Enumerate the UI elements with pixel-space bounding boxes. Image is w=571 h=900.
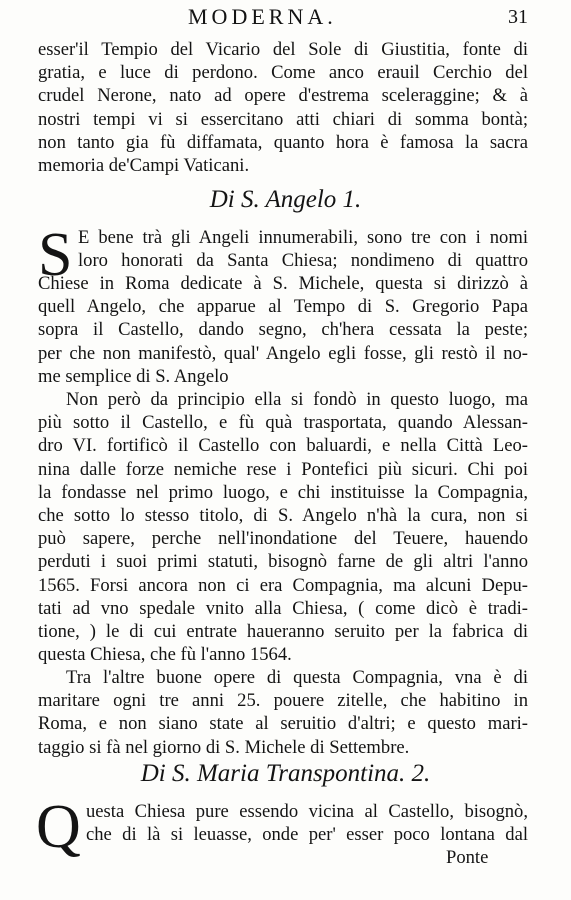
section-heading-s-maria-transpontina: Di S. Maria Transpontina. 2. <box>140 760 431 787</box>
text-line: Non però da principio ella si fondò in questo luogo, ma <box>66 389 528 410</box>
text-line: che di là si leuasse, onde per' esser poco lontana dal <box>86 824 528 846</box>
text-line: esser'il Tempio del Vicario del Sole di Giustitia, fonte di <box>38 39 528 60</box>
text-line: non tanto gia fù diffamata, quanto hora è famosa la sacra <box>38 131 528 153</box>
text-line: me semplice di S. Angelo <box>38 365 229 387</box>
text-line: Roma, e non siano state al seruitio d'altri; e questo mari- <box>38 713 528 735</box>
text-line: maritare ogni tre anni 25. pouere zitelle, che habitino in <box>38 690 528 712</box>
text-line: sopra il Castello, dando segno, ch'hera cessata la peste; <box>38 319 528 341</box>
text-line: tione, ) le di cui entrate haueranno seruito per la fabrica di <box>38 620 528 642</box>
text-line: la fondasse nel primo luogo, e chi instituisse la Compagnia, <box>38 481 528 503</box>
text-line: taggio si fà nel giorno di S. Michele di Settembre. <box>38 736 410 758</box>
drop-cap-s: S <box>38 221 73 289</box>
text-line: perduti i suoi primi statuti, bisognò farne de gli altri l'anno <box>38 551 528 573</box>
intro-paragraph <box>38 38 528 177</box>
text-line: E bene trà gli Angeli innumerabili, sono tre con i nomi <box>78 227 528 248</box>
running-title: MODERNA. <box>188 4 337 29</box>
section1-paragraph-1 <box>38 272 528 388</box>
section1-paragraph-2 <box>38 388 528 666</box>
text-line: gratia, e luce di perdono. Come anco erauil Cerchio del <box>38 62 528 84</box>
text-line: 1565. Forsi ancora non ci era Compagnia, ma alcuni Depu- <box>38 574 528 596</box>
text-line: dro VI. fortificò il Castello con baluardi, e nella Città Leo- <box>38 435 528 457</box>
section-heading-s-angelo: Di S. Angelo 1. <box>209 186 362 213</box>
text-line: quell Angelo, che apparue al Tempo di S. Gregorio Papa <box>38 296 528 318</box>
text-line: crudel Nerone, nato ad opere d'estrema sceleraggine; & à <box>38 85 528 107</box>
text-line: può sapere, perche nell'inondatione del Teuere, hauendo <box>38 528 528 550</box>
text-line: loro honorati da Santa Chiesa; nondimeno di quattro <box>78 250 528 272</box>
text-line: Chiese in Roma dedicate à S. Michele, questa si dirizzò à <box>38 273 528 294</box>
section1-paragraph-3 <box>38 666 528 759</box>
text-line: nina dalle forze nemiche rese i Pontefici più sicuri. Chi poi <box>38 458 528 480</box>
text-line: memoria de'Campi Vaticani. <box>38 154 250 176</box>
section2-paragraph-1 <box>86 800 528 846</box>
catchword: Ponte <box>446 847 489 868</box>
text-line: più sotto il Castello, e fù quà trasportata, quando Alessan- <box>38 412 528 434</box>
text-line: tati ad vno spedale vnito alla Chiesa, ( come dicò è tradi- <box>38 597 528 619</box>
text-line: per che non manifestò, qual' Angelo egli fosse, gli restò il no- <box>38 342 528 364</box>
text-line: che sotto lo stesso titolo, di S. Angelo n'hà la cura, non si <box>38 504 528 526</box>
page-number: 31 <box>508 6 528 28</box>
section1-opening-lines <box>78 226 528 272</box>
text-line: nostri tempi vi si essercitano atti chiari di somma bontà; <box>38 108 528 130</box>
drop-cap-q: Q <box>36 793 81 861</box>
text-line: questa Chiesa, che fù l'anno 1564. <box>38 644 292 666</box>
page-header <box>0 4 571 34</box>
text-line: Tra l'altre buone opere di questa Compagnia, vna è di <box>66 667 528 688</box>
text-line: uesta Chiesa pure essendo vicina al Castello, bisognò, <box>86 801 528 822</box>
